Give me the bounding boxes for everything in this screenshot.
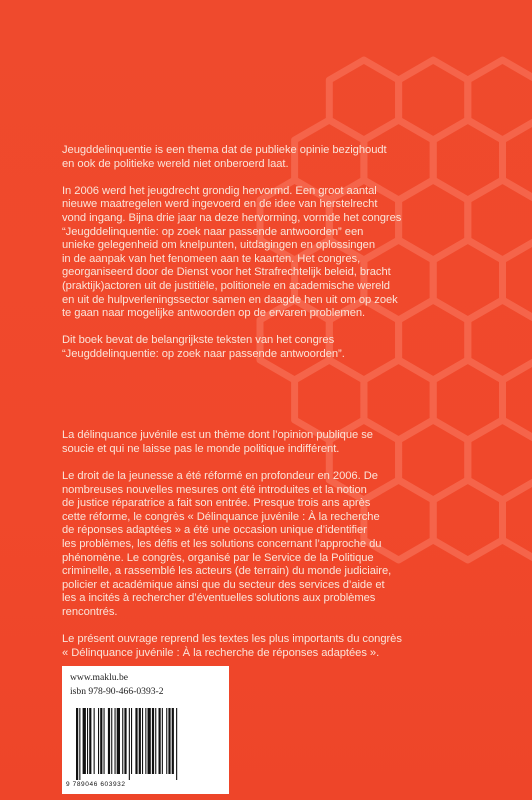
barcode-bar	[76, 708, 78, 780]
publisher-label	[62, 666, 229, 794]
barcode-bar	[142, 708, 143, 774]
dutch-paragraph-3: Dit boek bevat de belangrijkste teksten van het congres “Jeugddelinquentie: op zoek naar passende antwoorden”.	[62, 334, 345, 360]
french-paragraph-1: La délinquance juvénile est un thème dont l’opinion publique se soucie et qui ne laisse pas le monde politique indifférent.	[62, 429, 373, 455]
barcode-bar	[148, 708, 151, 774]
barcode-bar	[122, 708, 123, 774]
barcode-digits: 9 789046 603932	[66, 781, 126, 788]
barcode-bar	[152, 708, 154, 774]
barcode-bar	[94, 708, 95, 774]
barcode-bar	[83, 708, 86, 774]
barcode-bar	[166, 708, 167, 774]
french-description	[62, 429, 492, 674]
barcode-bar	[135, 708, 137, 774]
barcode-bar	[89, 708, 91, 774]
barcode-bar	[168, 708, 170, 774]
isbn-number: isbn 978-90-466-0393-2	[70, 686, 164, 697]
barcode-bar	[162, 708, 163, 774]
barcode-bar	[159, 708, 161, 774]
barcode-bar	[79, 708, 80, 780]
french-paragraph-3: Le présent ouvrage reprend les textes les plus importants du congrès « Délinquance juvénile : À la recherche de réponses adaptées ».	[62, 633, 402, 659]
barcode-bar	[129, 708, 130, 780]
barcode-bar	[87, 708, 88, 774]
barcode-bar	[139, 708, 141, 774]
dutch-description	[62, 144, 492, 375]
barcode-bar	[117, 708, 120, 774]
barcode-bar	[104, 708, 105, 774]
barcode-bar	[124, 708, 126, 774]
barcode-bar	[115, 708, 116, 774]
barcode-bar	[108, 708, 110, 774]
barcode-bar	[145, 708, 146, 774]
publisher-url: www.maklu.be	[70, 672, 128, 683]
barcode-bar	[100, 708, 102, 774]
barcode-bar	[172, 708, 174, 774]
hexagon-shape	[503, 480, 532, 560]
barcode-bar	[111, 708, 112, 774]
barcode-bar	[176, 708, 177, 780]
barcode-bar	[98, 708, 99, 774]
dutch-paragraph-2: In 2006 werd het jeugdrecht grondig hervormd. Een groot aantal nieuwe maatregelen werd ingevoerd en de idee van herstelrecht vond ingang. Bijna drie jaar na deze hervorming, vormde het congres “Jeugddelinquentie: op zoek naar passende antwoorden” een unieke gelegenheid om knelpunten, uitdagingen en oplossingen in de aanpak van het fenomeen aan te kaarten. Het congres, georganiseerd door de Dienst voor het Strafrechtelijk beleid, bracht (praktijk)actoren uit de justitiële, politionele en academische wereld en uit de hulpverleningssector samen en daagde hen uit om op zoek te gaan naar mogelijke antwoorden op de ervaren problemen.	[62, 184, 402, 320]
dutch-paragraph-1: Jeugddelinquentie is een thema dat de publieke opinie bezighoudt en ook de politieke wereld niet onberoerd laat.	[62, 144, 387, 170]
barcode-image	[70, 706, 220, 780]
barcode-bar	[155, 708, 156, 774]
barcode-bar	[131, 708, 132, 774]
french-paragraph-2: Le droit de la jeunesse a été réformé en profondeur en 2006. De nombreuses nouvelles mesures ont été introduites et la notion de justice réparatrice a fait son entrée. Presque trois ans après cette réforme, le congrès « Délinquance juvénile : À la recherche de réponses adaptées » a été une occasion unique d’identifier les problèmes, les défis et les solutions concernant l’approche du phénomène. Le congrès, organisé par le Service de la Politique criminelle, a rassemblé les acteurs (de terrain) du monde judiciaire, policier et académique ainsi que du secteur des services d’aide et les a incités à rechercher d’éventuelles solutions aux problèmes rencontrés.	[62, 469, 392, 618]
